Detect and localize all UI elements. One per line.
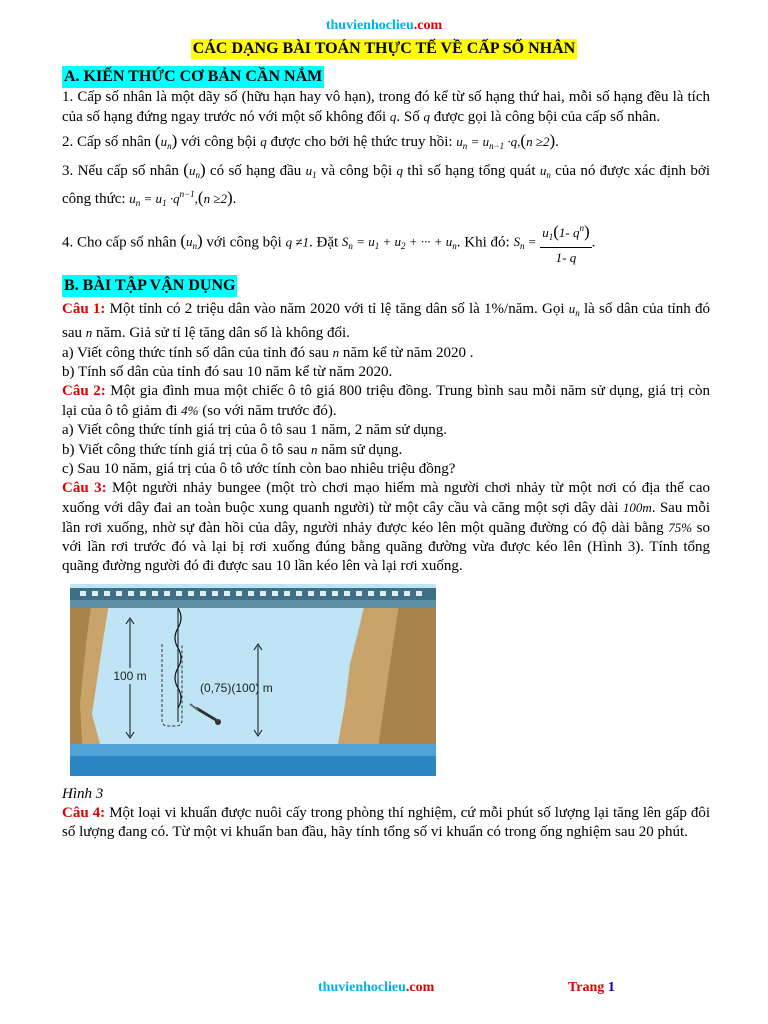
figure-label-right: (0,75)(100) m xyxy=(200,681,273,695)
section-a-heading: A. KIẾN THỨC CƠ BẢN CẦN NẮM xyxy=(62,66,324,88)
question-2: Câu 2: Một gia đình mua một chiếc ô tô giá 800 triệu đồng. Trung bình sau mỗi năm sử dụng, giá trị còn lại của ô tô giảm đi 4% (so với năm trước đó). xyxy=(62,383,710,419)
figure-caption: Hình 3 xyxy=(62,786,104,802)
document-title: CÁC DẠNG BÀI TOÁN THỰC TẾ VỀ CẤP SỐ NHÂN xyxy=(192,40,576,57)
item-3: 3. Nếu cấp số nhân $(u_n)$ có số hạng đầu $u_1$ và công bội q thì số hạng tổng quát $u_n$ của nó được xác định bởi công thức: $u_n = u_1 \cdot q^{n-1},(n \ge 2)$. xyxy=(62,160,711,208)
page-number: Trang 1 xyxy=(568,980,615,995)
question-3: Câu 3: Một người nhảy bungee (một trò chơi mạo hiểm mà người chơi nhảy từ một nơi có địa thế cao xuống với dây đai an toàn buộc xung quanh người) từ một cây cầu và căng một sợi dây dài 100m. Sau mỗi lần rơi xuống, nhờ sự đàn hồi của dây, người nhảy được kéo lên một quãng đường có độ dài bằng 75% so với lần rơi trước đó và lại bị rơi xuống đúng bằng quãng đường vừa được kéo lên (Hình 3). Tính tổng quãng đường người đó đi được sau 10 lần kéo lên và lại rơi xuống. xyxy=(62,480,710,574)
question-1-b: b) Tính số dân của tỉnh đó sau 10 năm kể từ năm 2020. xyxy=(62,364,393,380)
question-2-a: a) Viết công thức tính giá trị của ô tô sau 1 năm, 2 năm sử dụng. xyxy=(62,422,448,438)
item-4: 4. Cho cấp số nhân $(u_n)$ với công bội q ≠1. Đặt $S_n = u_1 + u_2$ + ··· + $u_n$. Khi đó: $S_n$ = $\frac{u_1(1- q^n)}{1- q}$ . xyxy=(62,219,710,267)
item-1: 1. Cấp số nhân là một dãy số (hữu hạn hay vô hạn), trong đó kể từ số hạng thứ hai, mỗi số hạng đều là tích của số hạng đứng ngay trước nó với một số không đổi q. Số q được gọi là công bội của cấp số nhân. xyxy=(62,89,710,125)
item-2: 2. Cấp số nhân $(u_n)$ với công bội q được cho bởi hệ thức truy hồi: $u_n = u_{n-1} \cdot q,(n \ge 2)$. xyxy=(62,131,559,151)
document-body xyxy=(62,66,710,842)
question-2-c: c) Sau 10 năm, giá trị của ô tô ước tính còn bao nhiêu triệu đồng? xyxy=(62,461,456,477)
question-1-a: a) Viết công thức tính số dân của tỉnh đó sau n năm kể từ năm 2020 . xyxy=(62,345,474,361)
question-4: Câu 4: Một loại vi khuẩn được nuôi cấy trong phòng thí nghiệm, cứ mỗi phút số lượng lại tăng lên gấp đôi số lượng đang có. Từ một vi khuẩn ban đầu, hãy tính tổng số vi khuẩn có trong ống nghiệm sau 20 phút. xyxy=(62,805,711,840)
bungee-figure xyxy=(70,584,436,776)
question-1: Câu 1: Một tỉnh có 2 triệu dân vào năm 2020 với tỉ lệ tăng dân số là 1%/năm. Gọi $u_n$ là số dân của tỉnh đó sau n năm. Giả sử tỉ lệ tăng dân số là không đổi. xyxy=(62,301,710,341)
section-b-heading: B. BÀI TẬP VẬN DỤNG xyxy=(62,275,237,297)
header-site-link[interactable] xyxy=(0,18,768,34)
figure-label-left: 100 m xyxy=(113,669,147,683)
site-tld: .com xyxy=(413,18,443,33)
question-2-b: b) Viết công thức tính giá trị của ô tô sau n năm sử dụng. xyxy=(62,442,403,458)
footer-site-link[interactable]: thuvienhoclieu.com xyxy=(318,980,435,995)
site-name: thuvienhoclieu xyxy=(325,18,414,33)
